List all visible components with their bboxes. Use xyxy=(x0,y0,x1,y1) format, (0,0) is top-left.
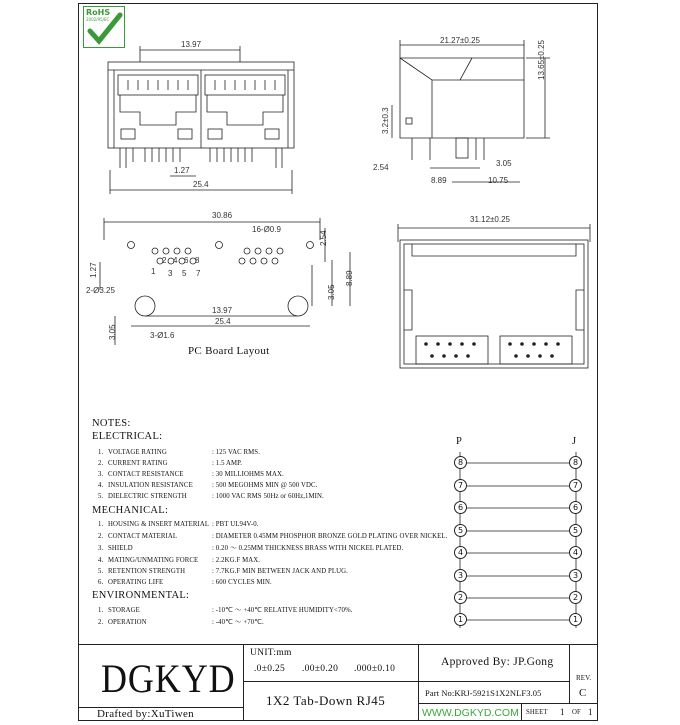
company-logo: DGKYD xyxy=(101,656,236,701)
dim-side-height: 13.65±0.25 xyxy=(537,40,546,80)
note-num: 1. xyxy=(98,449,104,456)
schematic-left-label: P xyxy=(456,436,463,447)
pin-j-5: 5 xyxy=(569,524,582,537)
pcb-pin-2: 2 xyxy=(162,256,167,265)
of-label: OF xyxy=(572,709,581,716)
dim-pcb-mount: 2-Ø3.25 xyxy=(86,286,115,295)
sheet-cell xyxy=(521,703,598,721)
pin-j-1: 1 xyxy=(569,613,582,626)
schematic-lines xyxy=(460,452,576,628)
pin-p-6: 6 xyxy=(454,501,467,514)
pin-j-2: 2 xyxy=(569,591,582,604)
dim-pcb-h: 3-Ø1.6 xyxy=(150,331,175,340)
front-view xyxy=(108,46,294,194)
tolerance-2: .00±0.20 xyxy=(302,664,339,674)
unit-label: UNIT:mm xyxy=(250,648,292,658)
note-num: 4. xyxy=(98,557,104,564)
rohs-subtext: 2002/95/EC xyxy=(86,17,110,22)
pin-p-2: 2 xyxy=(454,591,467,604)
note-label: DIELECTRIC STRENGTH xyxy=(108,493,187,500)
dim-pcb-c: 3.05 xyxy=(327,284,336,300)
note-label: HOUSING & INSERT MATERIAL xyxy=(108,521,210,528)
sheet-total: 1 xyxy=(588,707,593,717)
note-label: OPERATION xyxy=(108,619,147,626)
dim-width: 25.4 xyxy=(193,180,209,189)
drafted-cell xyxy=(78,707,244,721)
dim-side-d2: 10.75 xyxy=(488,176,509,185)
pin-p-4: 4 xyxy=(454,546,467,559)
part-number: Part No:KRJ-5921S1X2NLF3.05 xyxy=(425,688,542,698)
pin-p-1: 1 xyxy=(454,613,467,626)
note-label: SHIELD xyxy=(108,545,133,552)
pin-j-8: 8 xyxy=(569,456,582,469)
note-value: : 500 MEGOHMS MIN @ 500 VDC. xyxy=(212,482,318,489)
note-value: : 2.2KG.F MAX. xyxy=(212,557,261,564)
dim-side-length: 21.27±0.25 xyxy=(440,36,480,45)
approved-cell xyxy=(418,644,570,682)
pin-p-8: 8 xyxy=(454,456,467,469)
description-cell xyxy=(243,681,419,721)
tolerance-1: .0±0.25 xyxy=(254,664,286,674)
note-value: : -40℃ ～ +70℃. xyxy=(212,619,264,626)
note-value: : DIAMETER 0.45MM PHOSPHOR BRONZE GOLD PLATING OVER NICKEL. xyxy=(212,533,448,540)
dim-pcb-a: 2.54 xyxy=(319,230,328,246)
drafted-by: Drafted by:XuTiwen xyxy=(97,708,194,720)
note-num: 2. xyxy=(98,533,104,540)
website-link[interactable]: WWW.DGKYD.COM xyxy=(422,707,519,719)
dim-pcb-f: 25.4 xyxy=(215,317,231,326)
pcb-layout-title: PC Board Layout xyxy=(188,345,270,357)
side-view xyxy=(392,40,550,182)
note-num: 1. xyxy=(98,607,104,614)
sheet-label: SHEET xyxy=(526,709,548,716)
note-num: 3. xyxy=(98,545,104,552)
unit-cell xyxy=(243,644,419,682)
note-label: VOLTAGE RATING xyxy=(108,449,167,456)
note-value: : 1.5 AMP. xyxy=(212,460,243,467)
pcb-pin-7: 7 xyxy=(196,269,201,278)
dim-pin-pitch: 1.27 xyxy=(174,166,190,175)
pin-j-3: 3 xyxy=(569,569,582,582)
pin-j-7: 7 xyxy=(569,479,582,492)
bottom-view xyxy=(398,224,590,368)
note-num: 2. xyxy=(98,460,104,467)
pcb-pin-8: 8 xyxy=(195,256,200,265)
note-label: OPERATING LIFE xyxy=(108,579,164,586)
dim-side-d1: 8.89 xyxy=(431,176,447,185)
note-num: 3. xyxy=(98,471,104,478)
pcb-pin-4: 4 xyxy=(173,256,178,265)
pcb-pin-1: 1 xyxy=(151,267,156,276)
note-num: 4. xyxy=(98,482,104,489)
note-value: : 0.20 ～ 0.25MM THICKNESS BRASS WITH NICKEL PLATED. xyxy=(212,545,404,552)
notes-electrical-heading: ELECTRICAL: xyxy=(92,431,163,442)
rev-label: REV. xyxy=(576,674,592,682)
note-label: CURRENT RATING xyxy=(108,460,168,467)
note-value: : -10℃ ～ +40℃ RELATIVE HUMIDITY<70%. xyxy=(212,607,353,614)
pin-j-4: 4 xyxy=(569,546,582,559)
dim-side-d3: 3.05 xyxy=(496,159,512,168)
dim-pcb-b: 1.27 xyxy=(89,262,98,278)
rev-value: C xyxy=(579,687,587,699)
dim-side-peg: 3.2±0.3 xyxy=(381,107,390,134)
pin-j-6: 6 xyxy=(569,501,582,514)
notes-environmental-heading: ENVIRONMENTAL: xyxy=(92,590,190,601)
note-num: 6. xyxy=(98,579,104,586)
logo-cell xyxy=(78,644,244,708)
dim-pcb-g: 3.05 xyxy=(108,324,117,340)
website-cell xyxy=(418,703,522,721)
note-num: 1. xyxy=(98,521,104,528)
note-label: CONTACT RESISTANCE xyxy=(108,471,184,478)
dim-pcb-d: 8.89 xyxy=(345,270,354,286)
schematic-right-label: J xyxy=(572,436,577,447)
note-label: MATING/UNMATING FORCE xyxy=(108,557,199,564)
note-label: INSULATION RESISTANCE xyxy=(108,482,193,489)
dim-pcb-overall: 30.86 xyxy=(212,211,233,220)
approved-by: Approved By: JP.Gong xyxy=(441,656,554,668)
notes-mechanical-heading: MECHANICAL: xyxy=(92,505,169,516)
note-value: : 600 CYCLES MIN. xyxy=(212,579,272,586)
rev-cell xyxy=(569,644,598,704)
note-label: CONTACT MATERIAL xyxy=(108,533,178,540)
part-description: 1X2 Tab-Down RJ45 xyxy=(266,693,386,708)
pin-p-3: 3 xyxy=(454,569,467,582)
note-num: 5. xyxy=(98,493,104,500)
dim-pcb-holes: 16-Ø0.9 xyxy=(252,225,281,234)
tolerance-3: .000±0.10 xyxy=(354,664,396,674)
note-value: : 125 VAC RMS. xyxy=(212,449,260,456)
note-value: : 1000 VAC RMS 50Hz or 60Hz,1MIN. xyxy=(212,493,324,500)
note-value: : 7.7KG.F MIN BETWEEN JACK AND PLUG. xyxy=(212,568,348,575)
note-num: 5. xyxy=(98,568,104,575)
note-label: STORAGE xyxy=(108,607,140,614)
part-no-cell xyxy=(418,681,570,704)
notes-title: NOTES: xyxy=(92,418,131,429)
pin-p-5: 5 xyxy=(454,524,467,537)
pcb-pin-5: 5 xyxy=(182,269,187,278)
dim-pcb-e: 13.97 xyxy=(212,306,233,315)
note-num: 2. xyxy=(98,619,104,626)
dim-pitch: 13.97 xyxy=(181,40,202,49)
sheet-number: 1 xyxy=(560,707,565,717)
note-value: : 30 MILLIOHMS MAX. xyxy=(212,471,284,478)
dim-bottom-width: 31.12±0.25 xyxy=(470,215,510,224)
note-label: RETENTION STRENGTH xyxy=(108,568,186,575)
pin-p-7: 7 xyxy=(454,479,467,492)
pcb-pin-3: 3 xyxy=(168,269,173,278)
pcb-pin-6: 6 xyxy=(184,256,189,265)
rohs-text: RoHS xyxy=(86,8,111,17)
note-value: : PBT UL94V-0. xyxy=(212,521,259,528)
dim-side-offset: 2.54 xyxy=(373,163,389,172)
